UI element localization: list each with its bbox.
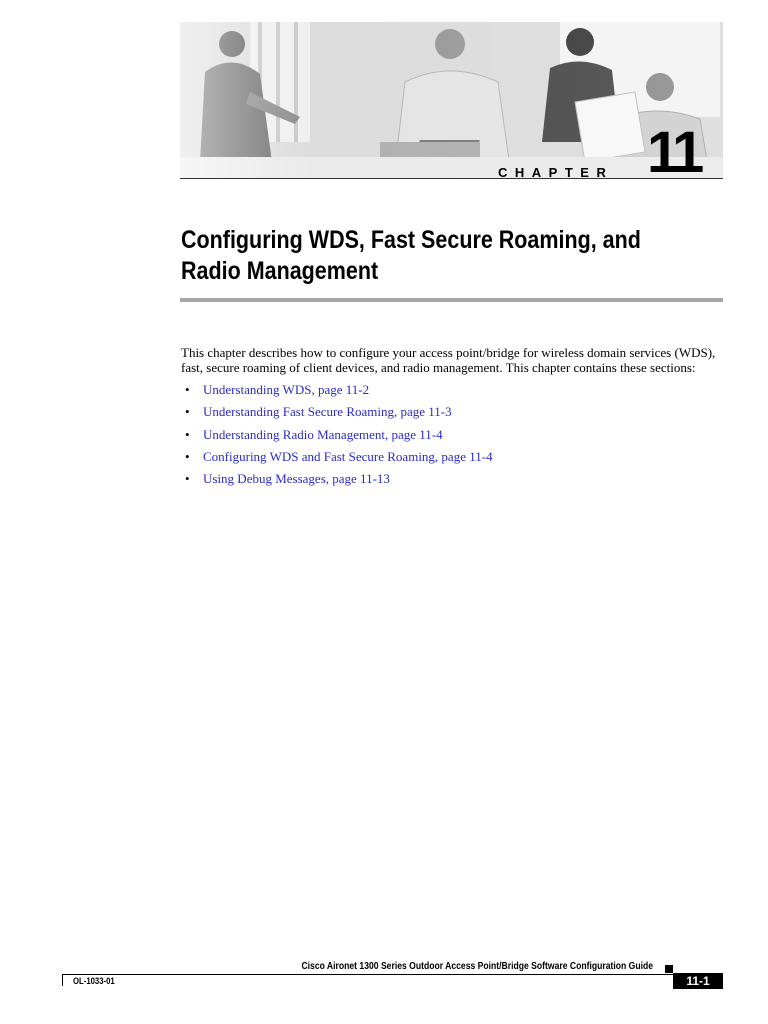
title-rule bbox=[180, 298, 723, 302]
document-id: OL-1033-01 bbox=[73, 976, 115, 986]
list-item bbox=[181, 448, 493, 470]
intro-paragraph: This chapter describes how to configure your access point/bridge for wireless domain services (WDS), fast, secure roaming of client devices, and radio management. This chapter contains these sections: bbox=[181, 345, 716, 375]
page-number: 11-1 bbox=[673, 973, 723, 989]
bullet-icon: • bbox=[185, 382, 190, 397]
chapter-title bbox=[181, 225, 663, 287]
bullet-icon: • bbox=[185, 404, 190, 420]
footer-tick bbox=[62, 974, 63, 986]
section-list bbox=[181, 381, 493, 492]
chapter-number: 11 bbox=[647, 120, 701, 185]
footer-marker bbox=[665, 965, 673, 973]
section-link[interactable]: Configuring WDS and Fast Secure Roaming, page 11-4 bbox=[203, 448, 493, 464]
list-item bbox=[181, 403, 493, 425]
chapter-banner bbox=[180, 22, 723, 179]
section-link[interactable]: Understanding Fast Secure Roaming, page 11-3 bbox=[203, 404, 452, 420]
section-link[interactable]: Using Debug Messages, page 11-13 bbox=[203, 471, 390, 487]
section-link[interactable]: Understanding WDS, page 11-2 bbox=[203, 382, 370, 397]
list-item bbox=[181, 470, 493, 492]
people-meeting-photo-icon bbox=[180, 22, 723, 178]
bullet-icon: • bbox=[185, 448, 190, 464]
bullet-icon: • bbox=[185, 471, 190, 487]
chapter-title-line-2: Radio Management bbox=[181, 257, 379, 285]
footer-rule bbox=[62, 974, 673, 975]
section-link[interactable]: Understanding Radio Management, page 11-4 bbox=[203, 426, 443, 442]
chapter-title-line-1: Configuring WDS, Fast Secure Roaming, and bbox=[181, 226, 641, 254]
footer-guide-title: Cisco Aironet 1300 Series Outdoor Access Point/Bridge Software Configuration Guide bbox=[301, 961, 653, 972]
chapter-label: CHAPTER bbox=[498, 165, 614, 180]
list-item bbox=[181, 426, 493, 448]
list-item bbox=[181, 381, 493, 403]
bullet-icon: • bbox=[185, 426, 190, 442]
